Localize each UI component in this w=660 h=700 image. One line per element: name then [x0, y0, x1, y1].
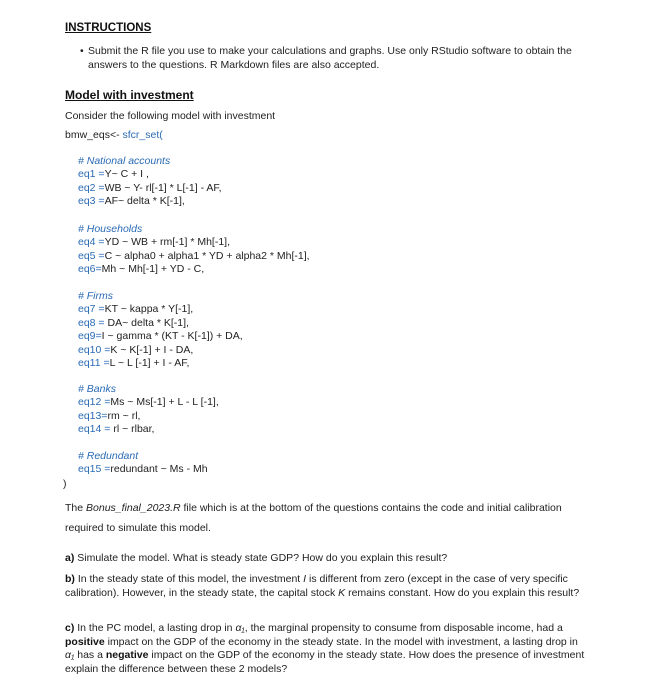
instructions-bullet	[80, 44, 600, 72]
question-text: , the marginal propensity to consume from disposable income, had a	[244, 622, 563, 634]
emphasis-negative: negative	[105, 649, 149, 661]
equation-line	[78, 396, 598, 409]
eq-rhs: C ~ alpha0 + alpha1 * YD + alpha2 * Mh[-1],	[104, 249, 310, 262]
emphasis-positive: positive	[65, 635, 105, 648]
equation-line	[78, 195, 598, 208]
question-a	[65, 552, 590, 566]
code-comment: # National accounts	[78, 155, 171, 167]
closing-paren: )	[63, 478, 67, 490]
question-label: c)	[65, 622, 75, 634]
equation-line	[78, 250, 598, 263]
eq-rhs: AF~ delta * K[-1],	[104, 195, 185, 208]
bonus-post: file which is at the bottom of the questions contains the code and initial calibration required to simulate this model.	[65, 502, 562, 534]
eq-rhs: DA~ delta * K[-1],	[107, 316, 189, 329]
question-c	[65, 622, 590, 676]
code-group-redundant	[78, 450, 598, 477]
eq-rhs: L ~ L [-1] + I - AF,	[109, 357, 190, 370]
question-text: is different from zero (except in the case of very specific calibration). However, in the steady state, the capital stock	[65, 573, 568, 599]
symbol-alpha1: α₁	[65, 649, 75, 661]
eq-lhs: eq13=	[78, 409, 108, 422]
eqs-assign-text: bmw_eqs<-	[65, 129, 123, 141]
eq-lhs: eq11 =	[78, 357, 110, 370]
code-comment: # Households	[78, 223, 143, 235]
question-b	[65, 573, 590, 600]
equation-line	[78, 344, 598, 357]
eq-rhs: Y~ C + I ,	[104, 168, 149, 181]
var-investment: I	[303, 573, 307, 585]
code-comment: # Firms	[78, 290, 113, 302]
eq-lhs: eq7 =	[78, 303, 105, 316]
eq-rhs: rl ~ rlbar,	[113, 423, 155, 436]
eq-lhs: eq12 =	[78, 396, 111, 409]
eq-lhs: eq10 =	[78, 343, 111, 356]
equation-line	[78, 168, 598, 181]
eq-lhs: eq14 =	[78, 423, 114, 436]
eq-lhs: eq15 =	[78, 463, 111, 476]
equation-line	[78, 423, 598, 436]
eq-lhs: eq5 =	[78, 249, 105, 262]
instructions-text: Submit the R file you use to make your calculations and graphs. Use only RStudio software to obtain the answers to the questions. R Markdown files are also accepted.	[88, 45, 572, 71]
eq-rhs: WB ~ Y- rl[-1] * L[-1] - AF,	[104, 181, 222, 194]
eq-lhs: eq1 =	[78, 168, 105, 181]
eq-lhs: eq8 =	[78, 316, 108, 329]
eq-lhs: eq4 =	[78, 236, 105, 249]
eq-rhs: K ~ K[-1] + I - DA,	[110, 343, 194, 356]
question-text: impact on the GDP of the economy in the steady state. How does the presence of investment explain the difference between these 2 models?	[65, 649, 585, 675]
instructions-title: INSTRUCTIONS	[65, 22, 152, 34]
equation-line	[78, 317, 598, 330]
code-group-households	[78, 223, 598, 277]
section-heading: Model with investment	[65, 88, 194, 102]
eq-lhs: eq9=	[78, 330, 102, 343]
bonus-file-paragraph	[65, 498, 595, 538]
question-text: has a	[74, 649, 106, 661]
sfcr-set-call: sfcr_set(	[122, 129, 163, 141]
eq-rhs: Ms ~ Ms[-1] + L - L [-1],	[110, 396, 219, 409]
eqs-assignment	[65, 129, 163, 141]
eq-rhs: YD ~ WB + rm[-1] * Mh[-1],	[104, 236, 231, 249]
question-text: In the PC model, a lasting drop in	[74, 622, 236, 634]
code-group-banks	[78, 383, 598, 437]
equation-line	[78, 463, 598, 476]
question-text: In the steady state of this model, the investment	[74, 573, 304, 585]
bonus-pre: The	[65, 502, 87, 514]
symbol-alpha1: α₁	[235, 622, 245, 634]
equation-line	[78, 263, 598, 276]
equation-line	[78, 236, 598, 249]
code-comment: # Banks	[78, 383, 116, 395]
model-intro: Consider the following model with investment	[65, 110, 276, 122]
bullet-dot-icon: •	[80, 45, 84, 57]
eq-rhs: rm ~ rl,	[107, 409, 141, 422]
question-label: b)	[65, 573, 75, 585]
equation-line	[78, 330, 598, 343]
eq-lhs: eq3 =	[78, 195, 105, 208]
code-group-national-accounts	[78, 155, 598, 209]
bonus-file-name: Bonus_final_2023.R	[86, 502, 181, 514]
equation-line	[78, 410, 598, 423]
code-group-firms	[78, 290, 598, 370]
question-label: a)	[65, 552, 75, 564]
question-text: remains constant. How do you explain this result?	[345, 586, 580, 599]
equation-line	[78, 357, 598, 370]
question-text: Simulate the model. What is steady state GDP? How do you explain this result?	[74, 552, 448, 564]
question-text: impact on the GDP of the economy in the steady state. In the model with investment, a lasting drop in	[104, 635, 578, 648]
eq-rhs: redundant ~ Ms - Mh	[110, 463, 208, 476]
var-capital: K	[338, 586, 346, 599]
code-comment: # Redundant	[78, 450, 139, 462]
eq-rhs: I ~ gamma * (KT - K[-1]) + DA,	[101, 330, 243, 343]
eq-rhs: Mh ~ Mh[-1] + YD - C,	[101, 263, 205, 276]
eq-lhs: eq6=	[78, 263, 102, 276]
equation-line	[78, 182, 598, 195]
eq-lhs: eq2 =	[78, 181, 105, 194]
equation-line	[78, 303, 598, 316]
eq-rhs: KT ~ kappa * Y[-1],	[104, 303, 194, 316]
